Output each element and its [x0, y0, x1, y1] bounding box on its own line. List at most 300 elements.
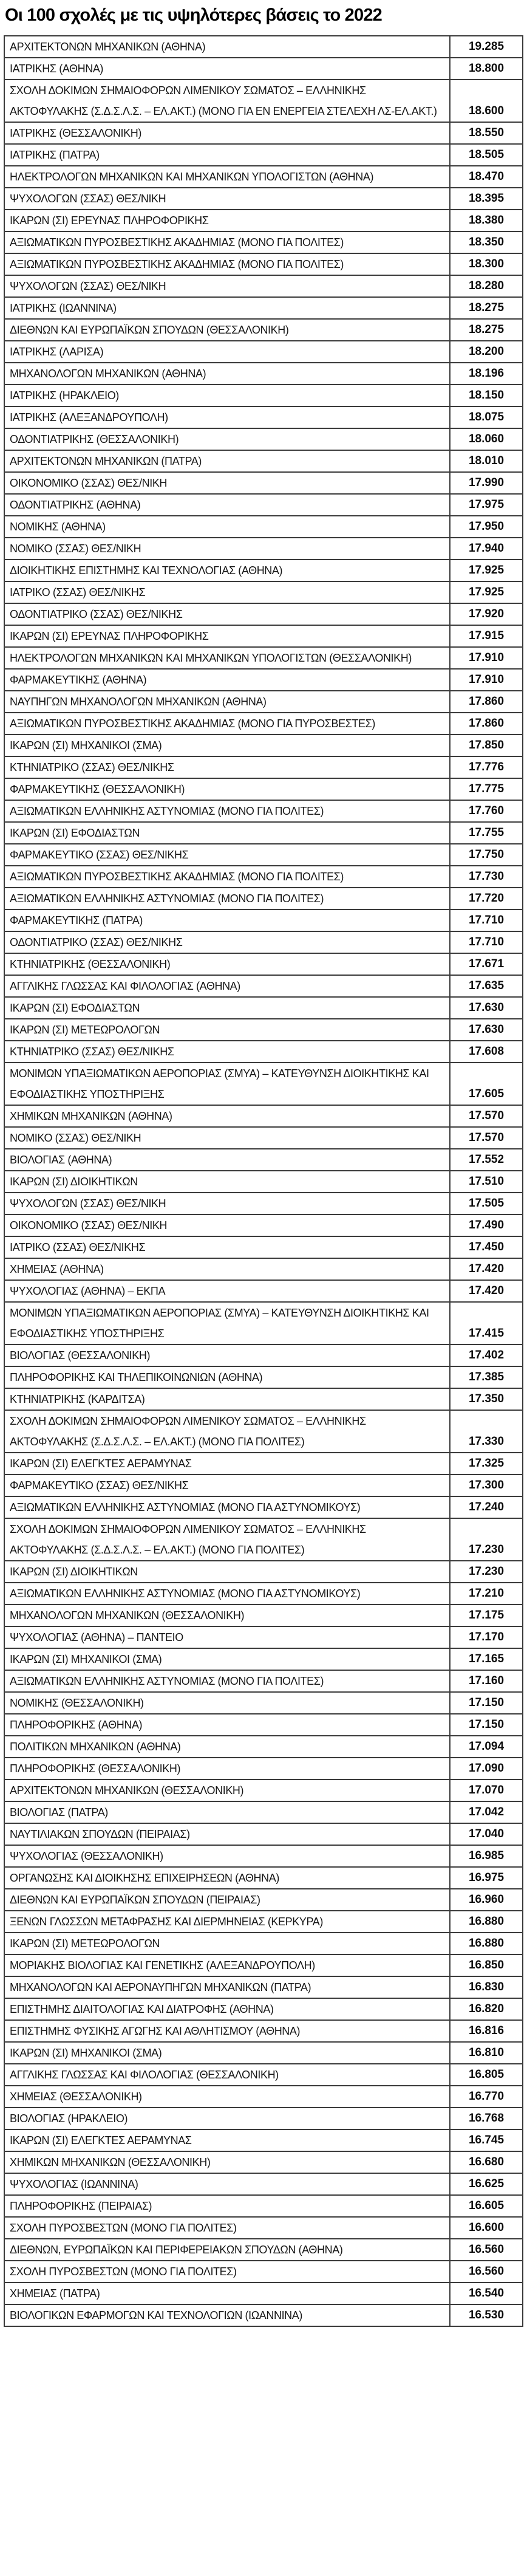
school-name-cell: ΦΑΡΜΑΚΕΥΤΙΚΗΣ (ΑΘΗΝΑ) [4, 669, 450, 691]
score-cell: 17.570 [450, 1127, 523, 1149]
table-row [4, 538, 523, 560]
table-row [4, 1780, 523, 1801]
score-cell: 17.230 [450, 1518, 523, 1561]
table-row [4, 669, 523, 691]
table-row [4, 2304, 523, 2326]
table-row [4, 1670, 523, 1692]
school-name-cell: ΣΧΟΛΗ ΠΥΡΟΣΒΕΣΤΩΝ (ΜΟΝΟ ΓΙΑ ΠΟΛΙΤΕΣ) [4, 2261, 450, 2283]
table-row [4, 647, 523, 669]
score-cell: 18.350 [450, 231, 523, 253]
school-name-cell: ΦΑΡΜΑΚΕΥΤΙΚΟ (ΣΣΑΣ) ΘΕΣ/ΝΙΚΗΣ [4, 1475, 450, 1496]
score-cell: 16.605 [450, 2195, 523, 2217]
table-row [4, 756, 523, 778]
school-name-cell: ΣΧΟΛΗ ΠΥΡΟΣΒΕΣΤΩΝ (ΜΟΝΟ ΓΙΑ ΠΟΛΙΤΕΣ) [4, 2217, 450, 2239]
table-row [4, 909, 523, 931]
table-row [4, 1475, 523, 1496]
table-row [4, 1345, 523, 1366]
score-cell: 17.090 [450, 1758, 523, 1780]
table-row [4, 1692, 523, 1714]
table-row [4, 1258, 523, 1280]
table-row [4, 385, 523, 406]
table-row [4, 2108, 523, 2129]
school-name-cell: ΕΠΙΣΤΗΜΗΣ ΔΙΑΙΤΟΛΟΓΙΑΣ ΚΑΙ ΔΙΑΤΡΟΦΗΣ (ΑΘΗΝΑ) [4, 1998, 450, 2020]
school-name-cell: ΣΧΟΛΗ ΔΟΚΙΜΩΝ ΣΗΜΑΙΟΦΟΡΩΝ ΛΙΜΕΝΙΚΟΥ ΣΩΜΑΤΟΣ – ΕΛΛΗΝΙΚΗΣ ΑΚΤΟΦΥΛΑΚΗΣ (Σ.Δ.Σ.Λ.Σ. – ΕΛ.ΑΚΤ.) (ΜΟΝΟ ΓΙΑ ΠΟΛΙΤΕΣ) [4, 1410, 450, 1453]
school-name-cell: ΟΔΟΝΤΙΑΤΡΙΚΗΣ (ΘΕΣΣΑΛΟΝΙΚΗ) [4, 428, 450, 450]
table-row [4, 472, 523, 494]
school-name-cell: ΨΥΧΟΛΟΓΩΝ (ΣΣΑΣ) ΘΕΣ/ΝΙΚΗ [4, 1193, 450, 1214]
school-name-cell: ΠΟΛΙΤΙΚΩΝ ΜΗΧΑΝΙΚΩΝ (ΑΘΗΝΑ) [4, 1736, 450, 1758]
school-name-cell: ΙΑΤΡΙΚΗΣ (ΘΕΣΣΑΛΟΝΙΚΗ) [4, 122, 450, 144]
school-name-cell: ΑΞΙΩΜΑΤΙΚΩΝ ΠΥΡΟΣΒΕΣΤΙΚΗΣ ΑΚΑΔΗΜΙΑΣ (ΜΟΝΟ ΓΙΑ ΠΟΛΙΤΕΣ) [4, 253, 450, 275]
school-name-cell: ΝΟΜΙΚΟ (ΣΣΑΣ) ΘΕΣ/ΝΙΚΗ [4, 1127, 450, 1149]
score-cell: 16.530 [450, 2304, 523, 2326]
table-row [4, 1758, 523, 1780]
score-cell: 16.745 [450, 2129, 523, 2151]
school-name-cell: ΙΚΑΡΩΝ (ΣΙ) ΜΗΧΑΝΙΚΟΙ (ΣΜΑ) [4, 2042, 450, 2064]
school-name-cell: ΑΞΙΩΜΑΤΙΚΩΝ ΕΛΛΗΝΙΚΗΣ ΑΣΤΥΝΟΜΙΑΣ (ΜΟΝΟ ΓΙΑ ΑΣΤΥΝΟΜΙΚΟΥΣ) [4, 1583, 450, 1605]
school-name-cell: ΠΛΗΡΟΦΟΡΙΚΗΣ (ΠΕΙΡΑΙΑΣ) [4, 2195, 450, 2217]
school-name-cell: ΔΙΕΘΝΩΝ ΚΑΙ ΕΥΡΩΠΑΪΚΩΝ ΣΠΟΥΔΩΝ (ΠΕΙΡΑΙΑΣ) [4, 1889, 450, 1911]
table-row [4, 253, 523, 275]
table-row [4, 231, 523, 253]
school-name-cell: ΝΟΜΙΚΗΣ (ΘΕΣΣΑΛΟΝΙΚΗ) [4, 1692, 450, 1714]
table-row [4, 2195, 523, 2217]
score-cell: 18.380 [450, 210, 523, 231]
score-cell: 18.075 [450, 406, 523, 428]
score-cell: 18.280 [450, 275, 523, 297]
table-row [4, 1496, 523, 1518]
score-cell: 17.755 [450, 822, 523, 844]
score-cell: 17.402 [450, 1345, 523, 1366]
school-name-cell: ΙΑΤΡΙΚΟ (ΣΣΑΣ) ΘΕΣ/ΝΙΚΗΣ [4, 581, 450, 603]
score-cell: 17.415 [450, 1302, 523, 1345]
score-cell: 17.330 [450, 1410, 523, 1453]
score-cell: 17.300 [450, 1475, 523, 1496]
table-row [4, 931, 523, 953]
table-row [4, 888, 523, 909]
school-name-cell: ΧΗΜΙΚΩΝ ΜΗΧΑΝΙΚΩΝ (ΑΘΗΝΑ) [4, 1105, 450, 1127]
school-name-cell: ΝΟΜΙΚΟ (ΣΣΑΣ) ΘΕΣ/ΝΙΚΗ [4, 538, 450, 560]
table-row [4, 1561, 523, 1583]
school-name-cell: ΜΗΧΑΝΟΛΟΓΩΝ ΚΑΙ ΑΕΡΟΝΑΥΠΗΓΩΝ ΜΗΧΑΝΙΚΩΝ (ΠΑΤΡΑ) [4, 1976, 450, 1998]
score-cell: 17.925 [450, 581, 523, 603]
school-name-cell: ΔΙΕΘΝΩΝ, ΕΥΡΩΠΑΪΚΩΝ ΚΑΙ ΠΕΡΙΦΕΡΕΙΑΚΩΝ ΣΠΟΥΔΩΝ (ΑΘΗΝΑ) [4, 2239, 450, 2261]
school-name-cell: ΑΡΧΙΤΕΚΤΟΝΩΝ ΜΗΧΑΝΙΚΩΝ (ΑΘΗΝΑ) [4, 36, 450, 58]
table-row [4, 2151, 523, 2173]
score-cell: 16.960 [450, 1889, 523, 1911]
table-row [4, 122, 523, 144]
table-row [4, 997, 523, 1019]
school-name-cell: ΞΕΝΩΝ ΓΛΩΣΣΩΝ ΜΕΤΑΦΡΑΣΗΣ ΚΑΙ ΔΙΕΡΜΗΝΕΙΑΣ (ΚΕΡΚΥΡΑ) [4, 1911, 450, 1933]
table-row [4, 2217, 523, 2239]
table-row [4, 80, 523, 122]
table-row [4, 1149, 523, 1171]
score-cell: 17.042 [450, 1801, 523, 1823]
score-cell: 18.200 [450, 341, 523, 363]
table-row [4, 1127, 523, 1149]
table-row [4, 1105, 523, 1127]
school-name-cell: ΜΟΡΙΑΚΗΣ ΒΙΟΛΟΓΙΑΣ ΚΑΙ ΓΕΝΕΤΙΚΗΣ (ΑΛΕΞΑΝΔΡΟΥΠΟΛΗ) [4, 1954, 450, 1976]
table-row [4, 1019, 523, 1041]
table-row [4, 58, 523, 80]
school-name-cell: ΙΚΑΡΩΝ (ΣΙ) ΕΡΕΥΝΑΣ ΠΛΗΡΟΦΟΡΙΚΗΣ [4, 625, 450, 647]
score-cell: 16.850 [450, 1954, 523, 1976]
school-name-cell: ΧΗΜΕΙΑΣ (ΘΕΣΣΑΛΟΝΙΚΗ) [4, 2086, 450, 2108]
table-row [4, 603, 523, 625]
score-cell: 16.880 [450, 1933, 523, 1954]
school-name-cell: ΟΡΓΑΝΩΣΗΣ ΚΑΙ ΔΙΟΙΚΗΣΗΣ ΕΠΙΧΕΙΡΗΣΕΩΝ (ΑΘΗΝΑ) [4, 1867, 450, 1889]
score-cell: 17.630 [450, 997, 523, 1019]
school-name-cell: ΣΧΟΛΗ ΔΟΚΙΜΩΝ ΣΗΜΑΙΟΦΟΡΩΝ ΛΙΜΕΝΙΚΟΥ ΣΩΜΑΤΟΣ – ΕΛΛΗΝΙΚΗΣ ΑΚΤΟΦΥΛΑΚΗΣ (Σ.Δ.Σ.Λ.Σ. – ΕΛ.ΑΚΤ.) (ΜΟΝΟ ΓΙΑ ΠΟΛΙΤΕΣ) [4, 1518, 450, 1561]
table-row [4, 581, 523, 603]
score-cell: 17.920 [450, 603, 523, 625]
school-name-cell: ΦΑΡΜΑΚΕΥΤΙΚΗΣ (ΘΕΣΣΑΛΟΝΙΚΗ) [4, 778, 450, 800]
score-cell: 16.768 [450, 2108, 523, 2129]
table-row [4, 1954, 523, 1976]
school-name-cell: ΙΚΑΡΩΝ (ΣΙ) ΜΗΧΑΝΙΚΟΙ (ΣΜΑ) [4, 1648, 450, 1670]
school-name-cell: ΠΛΗΡΟΦΟΡΙΚΗΣ ΚΑΙ ΤΗΛΕΠΙΚΟΙΝΩΝΙΩΝ (ΑΘΗΝΑ) [4, 1366, 450, 1388]
score-cell: 17.350 [450, 1388, 523, 1410]
school-name-cell: ΙΑΤΡΙΚΗΣ (ΑΘΗΝΑ) [4, 58, 450, 80]
score-cell: 17.605 [450, 1063, 523, 1105]
school-name-cell: ΠΛΗΡΟΦΟΡΙΚΗΣ (ΑΘΗΝΑ) [4, 1714, 450, 1736]
score-cell: 17.860 [450, 691, 523, 713]
table-row [4, 275, 523, 297]
table-row [4, 2261, 523, 2283]
school-name-cell: ΙΑΤΡΙΚΗΣ (ΗΡΑΚΛΕΙΟ) [4, 385, 450, 406]
score-cell: 16.770 [450, 2086, 523, 2108]
school-name-cell: ΔΙΟΙΚΗΤΙΚΗΣ ΕΠΙΣΤΗΜΗΣ ΚΑΙ ΤΕΧΝΟΛΟΓΙΑΣ (ΑΘΗΝΑ) [4, 560, 450, 581]
school-name-cell: ΙΚΑΡΩΝ (ΣΙ) ΕΦΟΔΙΑΣΤΩΝ [4, 997, 450, 1019]
score-cell: 17.940 [450, 538, 523, 560]
school-name-cell: ΒΙΟΛΟΓΙΚΩΝ ΕΦΑΡΜΟΓΩΝ ΚΑΙ ΤΕΧΝΟΛΟΓΙΩΝ (ΙΩΑΝΝΙΝΑ) [4, 2304, 450, 2326]
table-row [4, 1453, 523, 1475]
score-cell: 18.275 [450, 297, 523, 319]
table-row [4, 2042, 523, 2064]
score-cell: 17.165 [450, 1648, 523, 1670]
school-name-cell: ΜΗΧΑΝΟΛΟΓΩΝ ΜΗΧΑΝΙΚΩΝ (ΑΘΗΝΑ) [4, 363, 450, 385]
score-cell: 17.570 [450, 1105, 523, 1127]
score-cell: 17.505 [450, 1193, 523, 1214]
score-cell: 17.210 [450, 1583, 523, 1605]
school-name-cell: ΙΑΤΡΙΚΟ (ΣΣΑΣ) ΘΕΣ/ΝΙΚΗΣ [4, 1236, 450, 1258]
school-name-cell: ΚΤΗΝΙΑΤΡΙΚΟ (ΣΣΑΣ) ΘΕΣ/ΝΙΚΗΣ [4, 756, 450, 778]
school-name-cell: ΨΥΧΟΛΟΓΩΝ (ΣΣΑΣ) ΘΕΣ/ΝΙΚΗ [4, 275, 450, 297]
score-cell: 16.560 [450, 2239, 523, 2261]
table-row [4, 36, 523, 58]
table-row [4, 800, 523, 822]
school-name-cell: ΙΚΑΡΩΝ (ΣΙ) ΜΕΤΕΩΡΟΛΟΓΩΝ [4, 1933, 450, 1954]
score-cell: 16.880 [450, 1911, 523, 1933]
school-name-cell: ΟΔΟΝΤΙΑΤΡΙΚΟ (ΣΣΑΣ) ΘΕΣ/ΝΙΚΗΣ [4, 931, 450, 953]
table-row [4, 1911, 523, 1933]
school-name-cell: ΑΞΙΩΜΑΤΙΚΩΝ ΕΛΛΗΝΙΚΗΣ ΑΣΤΥΝΟΜΙΑΣ (ΜΟΝΟ ΓΙΑ ΠΟΛΙΤΕΣ) [4, 800, 450, 822]
score-cell: 16.680 [450, 2151, 523, 2173]
school-name-cell: ΦΑΡΜΑΚΕΥΤΙΚΗΣ (ΠΑΤΡΑ) [4, 909, 450, 931]
table-row [4, 1801, 523, 1823]
score-cell: 16.820 [450, 1998, 523, 2020]
school-name-cell: ΝΟΜΙΚΗΣ (ΑΘΗΝΑ) [4, 516, 450, 538]
school-name-cell: ΝΑΥΠΗΓΩΝ ΜΗΧΑΝΟΛΟΓΩΝ ΜΗΧΑΝΙΚΩΝ (ΑΘΗΝΑ) [4, 691, 450, 713]
score-cell: 17.750 [450, 844, 523, 866]
score-cell: 17.776 [450, 756, 523, 778]
score-cell: 17.910 [450, 669, 523, 691]
score-cell: 16.810 [450, 2042, 523, 2064]
table-row [4, 494, 523, 516]
score-cell: 17.671 [450, 953, 523, 975]
school-name-cell: ΦΑΡΜΑΚΕΥΤΙΚΟ (ΣΣΑΣ) ΘΕΣ/ΝΙΚΗΣ [4, 844, 450, 866]
score-cell: 16.540 [450, 2283, 523, 2304]
score-cell: 17.630 [450, 1019, 523, 1041]
table-row [4, 2129, 523, 2151]
school-name-cell: ΙΚΑΡΩΝ (ΣΙ) ΔΙΟΙΚΗΤΙΚΩΝ [4, 1171, 450, 1193]
score-cell: 17.420 [450, 1258, 523, 1280]
table-row [4, 1410, 523, 1453]
table-row [4, 1889, 523, 1911]
school-name-cell: ΒΙΟΛΟΓΙΑΣ (ΠΑΤΡΑ) [4, 1801, 450, 1823]
score-cell: 19.285 [450, 36, 523, 58]
table-row [4, 406, 523, 428]
school-name-cell: ΑΡΧΙΤΕΚΤΟΝΩΝ ΜΗΧΑΝΙΚΩΝ (ΘΕΣΣΑΛΟΝΙΚΗ) [4, 1780, 450, 1801]
school-name-cell: ΑΞΙΩΜΑΤΙΚΩΝ ΠΥΡΟΣΒΕΣΤΙΚΗΣ ΑΚΑΔΗΜΙΑΣ (ΜΟΝΟ ΓΙΑ ΠΥΡΟΣΒΕΣΤΕΣ) [4, 713, 450, 735]
table-row [4, 450, 523, 472]
table-row [4, 1041, 523, 1063]
school-name-cell: ΗΛΕΚΤΡΟΛΟΓΩΝ ΜΗΧΑΝΙΚΩΝ ΚΑΙ ΜΗΧΑΝΙΚΩΝ ΥΠΟΛΟΓΙΣΤΩΝ (ΘΕΣΣΑΛΟΝΙΚΗ) [4, 647, 450, 669]
school-name-cell: ΗΛΕΚΤΡΟΛΟΓΩΝ ΜΗΧΑΝΙΚΩΝ ΚΑΙ ΜΗΧΑΝΙΚΩΝ ΥΠΟΛΟΓΙΣΤΩΝ (ΑΘΗΝΑ) [4, 166, 450, 188]
score-cell: 18.550 [450, 122, 523, 144]
school-name-cell: ΨΥΧΟΛΟΓΙΑΣ (ΘΕΣΣΑΛΟΝΙΚΗ) [4, 1845, 450, 1867]
score-cell: 17.608 [450, 1041, 523, 1063]
school-name-cell: ΙΑΤΡΙΚΗΣ (ΑΛΕΞΑΝΔΡΟΥΠΟΛΗ) [4, 406, 450, 428]
table-row [4, 166, 523, 188]
school-name-cell: ΨΥΧΟΛΟΓΩΝ (ΣΣΑΣ) ΘΕΣ/ΝΙΚΗ [4, 188, 450, 210]
score-cell: 17.170 [450, 1626, 523, 1648]
score-cell: 17.925 [450, 560, 523, 581]
table-row [4, 713, 523, 735]
school-name-cell: ΟΙΚΟΝΟΜΙΚΟ (ΣΣΑΣ) ΘΕΣ/ΝΙΚΗ [4, 1214, 450, 1236]
school-name-cell: ΜΗΧΑΝΟΛΟΓΩΝ ΜΗΧΑΝΙΚΩΝ (ΘΕΣΣΑΛΟΝΙΚΗ) [4, 1605, 450, 1626]
table-row [4, 1236, 523, 1258]
table-row [4, 953, 523, 975]
table-row [4, 1867, 523, 1889]
school-name-cell: ΣΧΟΛΗ ΔΟΚΙΜΩΝ ΣΗΜΑΙΟΦΟΡΩΝ ΛΙΜΕΝΙΚΟΥ ΣΩΜΑΤΟΣ – ΕΛΛΗΝΙΚΗΣ ΑΚΤΟΦΥΛΑΚΗΣ (Σ.Δ.Σ.Λ.Σ. – ΕΛ.ΑΚΤ.) (ΜΟΝΟ ΓΙΑ ΕΝ ΕΝΕΡΓΕΙΑ ΣΤΕΛΕΧΗ ΛΣ-ΕΛ.ΑΚΤ.) [4, 80, 450, 122]
school-name-cell: ΔΙΕΘΝΩΝ ΚΑΙ ΕΥΡΩΠΑΪΚΩΝ ΣΠΟΥΔΩΝ (ΘΕΣΣΑΛΟΝΙΚΗ) [4, 319, 450, 341]
table-row [4, 2173, 523, 2195]
table-row [4, 2020, 523, 2042]
school-name-cell: ΑΓΓΛΙΚΗΣ ΓΛΩΣΣΑΣ ΚΑΙ ΦΙΛΟΛΟΓΙΑΣ (ΘΕΣΣΑΛΟΝΙΚΗ) [4, 2064, 450, 2086]
score-cell: 16.816 [450, 2020, 523, 2042]
table-row [4, 2239, 523, 2261]
school-name-cell: ΑΞΙΩΜΑΤΙΚΩΝ ΠΥΡΟΣΒΕΣΤΙΚΗΣ ΑΚΑΔΗΜΙΑΣ (ΜΟΝΟ ΓΙΑ ΠΟΛΙΤΕΣ) [4, 866, 450, 888]
score-cell: 17.094 [450, 1736, 523, 1758]
score-cell: 17.950 [450, 516, 523, 538]
school-name-cell: ΧΗΜΕΙΑΣ (ΑΘΗΝΑ) [4, 1258, 450, 1280]
table-row [4, 2283, 523, 2304]
table-row [4, 188, 523, 210]
school-name-cell: ΧΗΜΙΚΩΝ ΜΗΧΑΝΙΚΩΝ (ΘΕΣΣΑΛΟΝΙΚΗ) [4, 2151, 450, 2173]
score-cell: 17.510 [450, 1171, 523, 1193]
score-cell: 17.385 [450, 1366, 523, 1388]
table-row [4, 341, 523, 363]
table-row [4, 1366, 523, 1388]
score-cell: 17.150 [450, 1714, 523, 1736]
score-cell: 17.150 [450, 1692, 523, 1714]
table-row [4, 1063, 523, 1105]
score-cell: 16.975 [450, 1867, 523, 1889]
score-cell: 17.710 [450, 931, 523, 953]
score-cell: 17.490 [450, 1214, 523, 1236]
score-cell: 17.325 [450, 1453, 523, 1475]
school-name-cell: ΟΔΟΝΤΙΑΤΡΙΚΟ (ΣΣΑΣ) ΘΕΣ/ΝΙΚΗΣ [4, 603, 450, 625]
table-row [4, 1714, 523, 1736]
school-name-cell: ΟΙΚΟΝΟΜΙΚΟ (ΣΣΑΣ) ΘΕΣ/ΝΙΚΗ [4, 472, 450, 494]
school-name-cell: ΙΑΤΡΙΚΗΣ (ΠΑΤΡΑ) [4, 144, 450, 166]
school-name-cell: ΙΚΑΡΩΝ (ΣΙ) ΜΗΧΑΝΙΚΟΙ (ΣΜΑ) [4, 735, 450, 756]
table-row [4, 691, 523, 713]
table-row [4, 1626, 523, 1648]
score-cell: 17.450 [450, 1236, 523, 1258]
score-cell: 17.860 [450, 713, 523, 735]
score-cell: 17.850 [450, 735, 523, 756]
score-cell: 17.230 [450, 1561, 523, 1583]
score-cell: 17.975 [450, 494, 523, 516]
table-row [4, 2086, 523, 2108]
score-cell: 17.915 [450, 625, 523, 647]
school-name-cell: ΑΞΙΩΜΑΤΙΚΩΝ ΕΛΛΗΝΙΚΗΣ ΑΣΤΥΝΟΜΙΑΣ (ΜΟΝΟ ΓΙΑ ΠΟΛΙΤΕΣ) [4, 1670, 450, 1692]
school-name-cell: ΒΙΟΛΟΓΙΑΣ (ΘΕΣΣΑΛΟΝΙΚΗ) [4, 1345, 450, 1366]
score-cell: 17.760 [450, 800, 523, 822]
school-name-cell: ΚΤΗΝΙΑΤΡΙΚΗΣ (ΘΕΣΣΑΛΟΝΙΚΗ) [4, 953, 450, 975]
score-cell: 18.010 [450, 450, 523, 472]
school-name-cell: ΨΥΧΟΛΟΓΙΑΣ (ΑΘΗΝΑ) – ΠΑΝΤΕΙΟ [4, 1626, 450, 1648]
school-name-cell: ΝΑΥΤΙΛΙΑΚΩΝ ΣΠΟΥΔΩΝ (ΠΕΙΡΑΙΑΣ) [4, 1823, 450, 1845]
school-name-cell: ΙΚΑΡΩΝ (ΣΙ) ΜΕΤΕΩΡΟΛΟΓΩΝ [4, 1019, 450, 1041]
score-cell: 17.160 [450, 1670, 523, 1692]
table-row [4, 2064, 523, 2086]
score-cell: 17.552 [450, 1149, 523, 1171]
score-cell: 17.635 [450, 975, 523, 997]
table-row [4, 1388, 523, 1410]
school-name-cell: ΜΟΝΙΜΩΝ ΥΠΑΞΙΩΜΑΤΙΚΩΝ ΑΕΡΟΠΟΡΙΑΣ (ΣΜΥΑ) – ΚΑΤΕΥΘΥΝΣΗ ΔΙΟΙΚΗΤΙΚΗΣ ΚΑΙ ΕΦΟΔΙΑΣΤΙΚΗΣ ΥΠΟΣΤΗΡΙΞΗΣ [4, 1063, 450, 1105]
school-name-cell: ΑΓΓΛΙΚΗΣ ΓΛΩΣΣΑΣ ΚΑΙ ΦΙΛΟΛΟΓΙΑΣ (ΑΘΗΝΑ) [4, 975, 450, 997]
table-row [4, 1823, 523, 1845]
table-row [4, 625, 523, 647]
score-cell: 16.985 [450, 1845, 523, 1867]
score-cell: 17.240 [450, 1496, 523, 1518]
table-row [4, 363, 523, 385]
score-cell: 17.070 [450, 1780, 523, 1801]
table-row [4, 778, 523, 800]
table-row [4, 1280, 523, 1302]
score-cell: 18.060 [450, 428, 523, 450]
school-name-cell: ΙΑΤΡΙΚΗΣ (ΛΑΡΙΣΑ) [4, 341, 450, 363]
table-row [4, 1518, 523, 1561]
score-cell: 18.600 [450, 80, 523, 122]
table-row [4, 844, 523, 866]
table-row [4, 975, 523, 997]
table-row [4, 866, 523, 888]
school-name-cell: ΑΞΙΩΜΑΤΙΚΩΝ ΠΥΡΟΣΒΕΣΤΙΚΗΣ ΑΚΑΔΗΜΙΑΣ (ΜΟΝΟ ΓΙΑ ΠΟΛΙΤΕΣ) [4, 231, 450, 253]
score-cell: 18.395 [450, 188, 523, 210]
page-title: Οι 100 σχολές με τις υψηλότερες βάσεις το 2022 [5, 5, 382, 25]
school-name-cell: ΟΔΟΝΤΙΑΤΡΙΚΗΣ (ΑΘΗΝΑ) [4, 494, 450, 516]
score-cell: 17.720 [450, 888, 523, 909]
table-row [4, 1736, 523, 1758]
school-name-cell: ΙΑΤΡΙΚΗΣ (ΙΩΑΝΝΙΝΑ) [4, 297, 450, 319]
table-row [4, 319, 523, 341]
school-name-cell: ΠΛΗΡΟΦΟΡΙΚΗΣ (ΘΕΣΣΑΛΟΝΙΚΗ) [4, 1758, 450, 1780]
school-name-cell: ΙΚΑΡΩΝ (ΣΙ) ΕΡΕΥΝΑΣ ΠΛΗΡΟΦΟΡΙΚΗΣ [4, 210, 450, 231]
school-name-cell: ΨΥΧΟΛΟΓΙΑΣ (ΑΘΗΝΑ) – ΕΚΠΑ [4, 1280, 450, 1302]
school-name-cell: ΒΙΟΛΟΓΙΑΣ (ΗΡΑΚΛΕΙΟ) [4, 2108, 450, 2129]
school-name-cell: ΒΙΟΛΟΓΙΑΣ (ΑΘΗΝΑ) [4, 1149, 450, 1171]
table-row [4, 560, 523, 581]
table-row [4, 1605, 523, 1626]
table-row [4, 1976, 523, 1998]
score-cell: 16.600 [450, 2217, 523, 2239]
score-cell: 17.040 [450, 1823, 523, 1845]
school-name-cell: ΙΚΑΡΩΝ (ΣΙ) ΕΛΕΓΚΤΕΣ ΑΕΡΑΜΥΝΑΣ [4, 1453, 450, 1475]
score-cell: 17.990 [450, 472, 523, 494]
school-name-cell: ΙΚΑΡΩΝ (ΣΙ) ΕΛΕΓΚΤΕΣ ΑΕΡΑΜΥΝΑΣ [4, 2129, 450, 2151]
school-name-cell: ΨΥΧΟΛΟΓΙΑΣ (ΙΩΑΝΝΙΝΑ) [4, 2173, 450, 2195]
school-name-cell: ΧΗΜΕΙΑΣ (ΠΑΤΡΑ) [4, 2283, 450, 2304]
table-row [4, 1214, 523, 1236]
school-name-cell: ΑΞΙΩΜΑΤΙΚΩΝ ΕΛΛΗΝΙΚΗΣ ΑΣΤΥΝΟΜΙΑΣ (ΜΟΝΟ ΓΙΑ ΑΣΤΥΝΟΜΙΚΟΥΣ) [4, 1496, 450, 1518]
school-name-cell: ΚΤΗΝΙΑΤΡΙΚΗΣ (ΚΑΡΔΙΤΣΑ) [4, 1388, 450, 1410]
score-cell: 18.470 [450, 166, 523, 188]
table-row [4, 822, 523, 844]
score-cell: 16.830 [450, 1976, 523, 1998]
score-cell: 17.175 [450, 1605, 523, 1626]
schools-table-body [4, 36, 523, 2326]
school-name-cell: ΜΟΝΙΜΩΝ ΥΠΑΞΙΩΜΑΤΙΚΩΝ ΑΕΡΟΠΟΡΙΑΣ (ΣΜΥΑ) – ΚΑΤΕΥΘΥΝΣΗ ΔΙΟΙΚΗΤΙΚΗΣ ΚΑΙ ΕΦΟΔΙΑΣΤΙΚΗΣ ΥΠΟΣΤΗΡΙΞΗΣ [4, 1302, 450, 1345]
school-name-cell: ΚΤΗΝΙΑΤΡΙΚΟ (ΣΣΑΣ) ΘΕΣ/ΝΙΚΗΣ [4, 1041, 450, 1063]
table-row [4, 1845, 523, 1867]
score-cell: 16.560 [450, 2261, 523, 2283]
score-cell: 17.730 [450, 866, 523, 888]
school-name-cell: ΕΠΙΣΤΗΜΗΣ ΦΥΣΙΚΗΣ ΑΓΩΓΗΣ ΚΑΙ ΑΘΛΗΤΙΣΜΟΥ (ΑΘΗΝΑ) [4, 2020, 450, 2042]
school-name-cell: ΙΚΑΡΩΝ (ΣΙ) ΕΦΟΔΙΑΣΤΩΝ [4, 822, 450, 844]
table-row [4, 210, 523, 231]
score-cell: 17.710 [450, 909, 523, 931]
table-row [4, 1302, 523, 1345]
table-row [4, 1583, 523, 1605]
score-cell: 18.275 [450, 319, 523, 341]
table-row [4, 1193, 523, 1214]
school-name-cell: ΑΡΧΙΤΕΚΤΟΝΩΝ ΜΗΧΑΝΙΚΩΝ (ΠΑΤΡΑ) [4, 450, 450, 472]
schools-table [4, 35, 523, 2327]
table-row [4, 1171, 523, 1193]
table-row [4, 297, 523, 319]
table-row [4, 1998, 523, 2020]
score-cell: 16.625 [450, 2173, 523, 2195]
score-cell: 18.300 [450, 253, 523, 275]
school-name-cell: ΑΞΙΩΜΑΤΙΚΩΝ ΕΛΛΗΝΙΚΗΣ ΑΣΤΥΝΟΜΙΑΣ (ΜΟΝΟ ΓΙΑ ΠΟΛΙΤΕΣ) [4, 888, 450, 909]
table-row [4, 516, 523, 538]
score-cell: 17.910 [450, 647, 523, 669]
table-row [4, 144, 523, 166]
score-cell: 17.420 [450, 1280, 523, 1302]
table-row [4, 735, 523, 756]
score-cell: 16.805 [450, 2064, 523, 2086]
score-cell: 17.775 [450, 778, 523, 800]
score-cell: 18.150 [450, 385, 523, 406]
score-cell: 18.800 [450, 58, 523, 80]
table-row [4, 428, 523, 450]
table-row [4, 1648, 523, 1670]
score-cell: 18.505 [450, 144, 523, 166]
